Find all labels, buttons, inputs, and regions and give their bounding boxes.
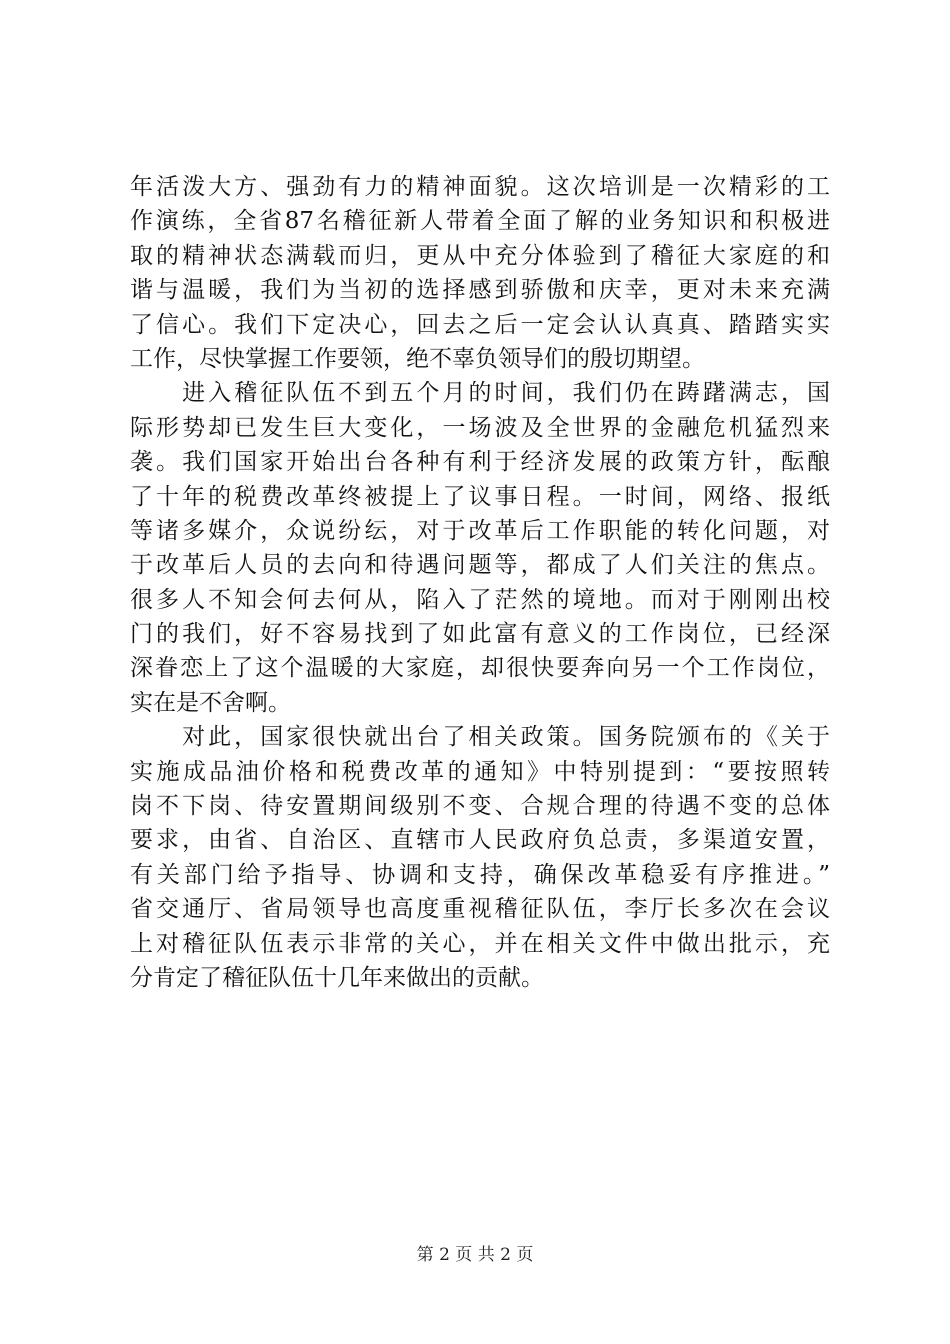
paragraph-1 — [130, 170, 830, 376]
text-line: 谐与温暖，我们为当初的选择感到骄傲和庆幸，更对未来充满 — [130, 277, 830, 304]
text-line: 上对稽征队伍表示非常的关心，并在相关文件中做出批示，充 — [130, 930, 830, 957]
text-line: 门的我们，好不容易找到了如此富有意义的工作岗位，已经深 — [130, 621, 830, 648]
text-line: 了信心。我们下定决心，回去之后一定会认认真真、踏踏实实 — [130, 311, 830, 338]
page-number-footer: 第 2 页 共 2 页 — [416, 1245, 534, 1265]
paragraph-2 — [130, 376, 830, 720]
text-line: 实施成品油价格和税费改革的通知》中特别提到：“要按照转 — [130, 758, 830, 785]
paragraph-3 — [130, 720, 830, 995]
text-line: 工作，尽快掌握工作要领，绝不辜负领导们的殷切期望。 — [130, 345, 705, 372]
text-line: 取的精神状态满载而归，更从中充分体验到了稽征大家庭的和 — [130, 242, 830, 269]
text-line: 要求，由省、自治区、直辖市人民政府负总责，多渠道安置， — [130, 827, 830, 854]
text-line: 分肯定了稽征队伍十几年来做出的贡献。 — [130, 964, 544, 991]
text-line: 岗不下岗、待安置期间级别不变、合规合理的待遇不变的总体 — [130, 793, 830, 820]
document-body — [130, 170, 830, 995]
text-line: 省交通厅、省局领导也高度重视稽征队伍，李厅长多次在会议 — [130, 896, 830, 923]
text-line: 了十年的税费改革终被提上了议事日程。一时间，网络、报纸 — [130, 483, 830, 510]
text-line: 对此，国家很快就出台了相关政策。国务院颁布的《关于 — [130, 724, 830, 751]
text-line: 很多人不知会何去何从，陷入了茫然的境地。而对于刚刚出校 — [130, 586, 830, 613]
text-line: 于改革后人员的去向和待遇问题等，都成了人们关注的焦点。 — [130, 552, 830, 579]
text-line: 进入稽征队伍不到五个月的时间，我们仍在踌躇满志，国 — [130, 380, 830, 407]
text-line: 袭。我们国家开始出台各种有利于经济发展的政策方针，酝酿 — [130, 449, 830, 476]
text-line: 际形势却已发生巨大变化，一场波及全世界的金融危机猛烈来 — [130, 414, 830, 441]
text-line: 作演练，全省87名稽征新人带着全面了解的业务知识和积极进 — [130, 208, 830, 235]
text-line: 实在是不舍啊。 — [130, 689, 291, 716]
text-line: 等诸多媒介，众说纷纭，对于改革后工作职能的转化问题，对 — [130, 517, 830, 544]
text-line: 深眷恋上了这个温暖的大家庭，却很快要奔向另一个工作岗位， — [130, 655, 830, 682]
text-line: 有关部门给予指导、协调和支持，确保改革稳妥有序推进。” — [130, 861, 830, 888]
text-line: 年活泼大方、强劲有力的精神面貌。这次培训是一次精彩的工 — [130, 174, 830, 200]
